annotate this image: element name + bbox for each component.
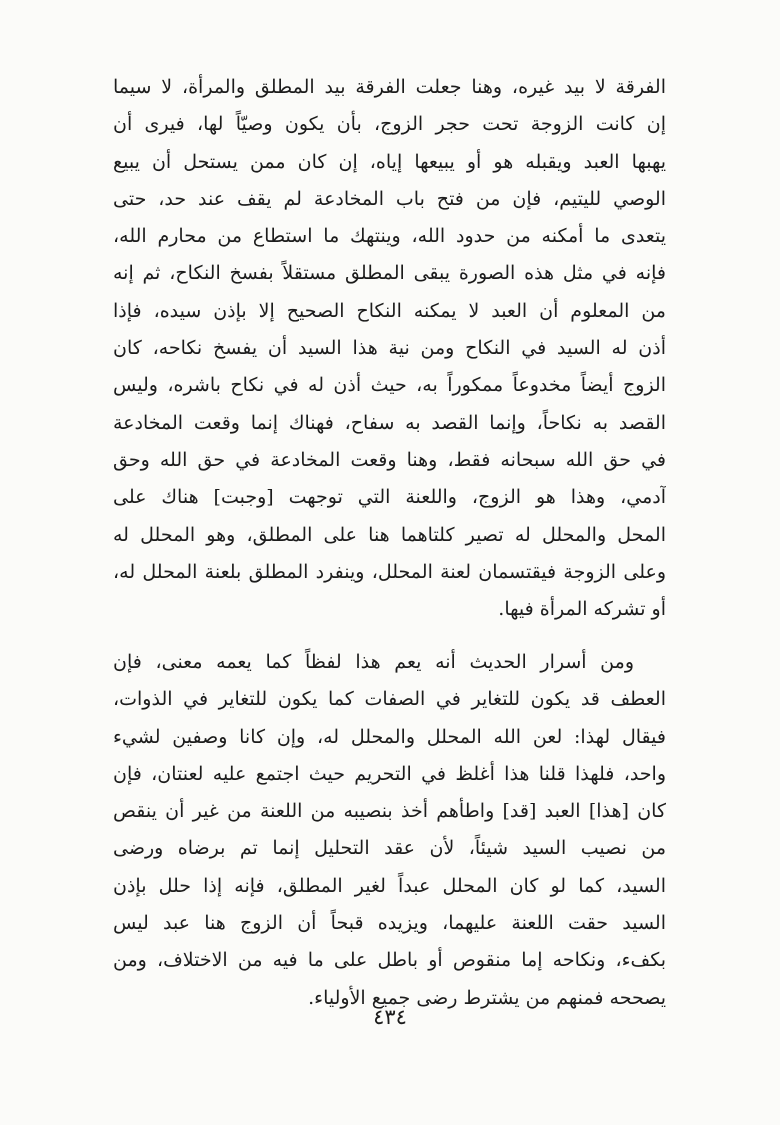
text-line: المحل والمحلل له تصير كلتاهما هنا على المطلق، وهو المحلل له (113, 523, 666, 546)
text-line: من نصيب السيد شيئاً، لأن عقد التحليل إنما تم برضاه ورضى (113, 837, 666, 860)
text-line: القصد به نكاحاً، وإنما القصد به سفاح، فهناك إنما وقعت المخادعة (113, 411, 666, 434)
text-line: وعلى الزوجة فيقتسمان لعنة المحلل، وينفرد المطلق بلعنة المحلل له، (113, 560, 666, 583)
text-line: السيد، كما لو كان المحلل عبداً لغير المطلق، فإنه إذا حلل بإذن (113, 874, 666, 897)
text-line: أو تشركه المرأة فيها. (498, 598, 666, 621)
text-line: ومن أسرار الحديث أنه يعم هذا لفظاً كما يعمه معنى، فإن (113, 651, 634, 673)
paragraph-2 (113, 644, 666, 1017)
page-number: ٤٣٤ (373, 1005, 407, 1029)
text-line: الزوج أيضاً مخدوعاً ممكوراً به، حيث أذن له في نكاح باشره، وليس (113, 374, 666, 397)
text-line: الفرقة لا بيد غيره، وهنا جعلت الفرقة بيد المطلق والمرأة، لا سيما (113, 76, 666, 98)
text-line: كان [هذا] العبد [قد] واطأهم أخذ بنصيبه من اللعنة من غير أن ينقص (113, 800, 666, 823)
text-line: العطف قد يكون للتغاير في الصفات كما يكون للتغاير في الذوات، (113, 688, 666, 711)
text-line: يصححه فمنهم من يشترط رضى جميع الأولياء. (308, 986, 666, 1009)
text-line: يهبها العبد ويقبله هو أو يبيعها إياه، إن كان ممن يستحل أن يبيع (113, 150, 666, 173)
text-line: الوصي لليتيم، فإن من فتح باب المخادعة لم يقف عند حد، حتى (113, 187, 666, 210)
text-line: من المعلوم أن العبد لا يمكنه النكاح الصحيح إلا بإذن سيده، فإذا (113, 299, 666, 322)
text-line: فإنه في مثل هذه الصورة يبقى المطلق مستقلاً بفسخ النكاح، ثم إنه (113, 262, 666, 285)
text-line: إن كانت الزوجة تحت حجر الزوج، بأن يكون وصيّاً لها، فيرى أن (113, 113, 666, 136)
text-line: أذن له السيد في النكاح ومن نية هذا السيد أن يفسخ نكاحه، كان (113, 337, 666, 360)
text-line: يتعدى ما أمكنه من حدود الله، وينتهك ما استطاع من محارم الله، (113, 225, 666, 248)
paragraph-1 (113, 69, 666, 628)
text-line: فيقال لهذا: لعن الله المحلل والمحلل له، وإن كانا وصفين لشيء (113, 725, 666, 748)
text-line: بكفء، ونكاحه إما منقوص أو باطل على ما فيه من الاختلاف، ومن (113, 949, 666, 972)
text-line: السيد حقت اللعنة عليهما، ويزيده قبحاً أن الزوج هنا عبد ليس (113, 912, 666, 935)
text-line: آدمي، وهذا هو الزوج، واللعنة التي توجهت [وجبت] هناك على (113, 486, 666, 509)
text-line: واحد، فلهذا قلنا هذا أغلظ في التحريم حيث اجتمع عليه لعنتان، فإن (113, 762, 666, 785)
text-line: في حق الله سبحانه فقط، وهنا وقعت المخادعة في حق الله وحق (113, 448, 666, 471)
